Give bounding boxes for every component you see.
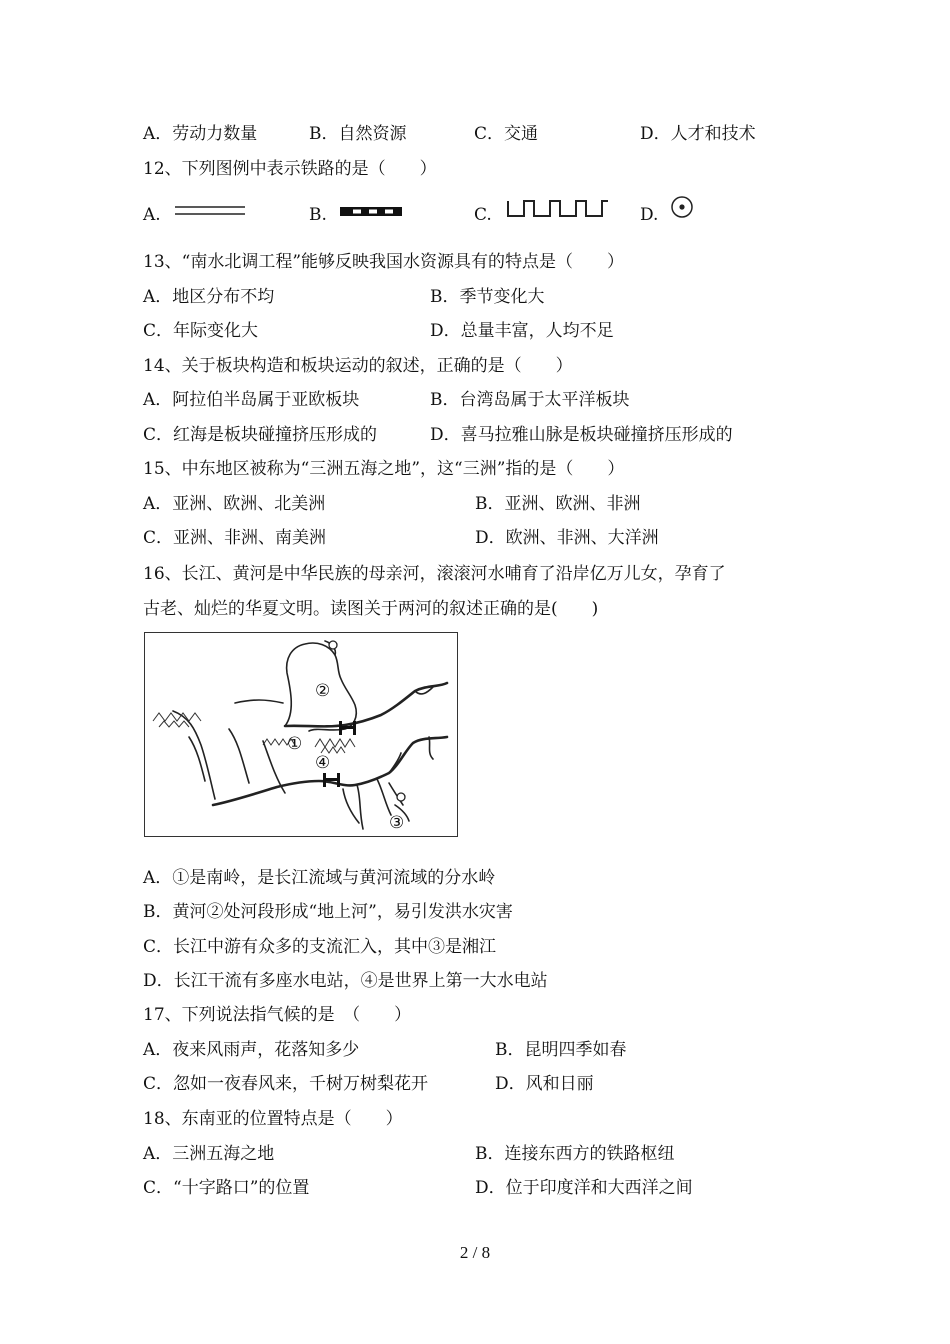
q16-option-c: C．长江中游有众多的支流汇入，其中③是湘江 [143,937,497,957]
q13-option-a: A．地区分布不均 [143,287,275,307]
square-wave-boundary-icon [506,198,610,220]
q16-option-a: A．①是南岭，是长江流域与黄河流域的分水岭 [143,868,496,888]
q14-option-d: D．喜马拉雅山脉是板块碰撞挤压形成的 [430,425,733,445]
q15-option-c: C．亚洲、非洲、南美洲 [143,528,327,548]
q14-option-b: B．台湾岛属于太平洋板块 [430,390,630,410]
q17-option-a: A．夜来风雨声，花落知多少 [143,1040,360,1060]
q15-option-d: D．欧洲、非洲、大洋洲 [475,528,659,548]
q13-option-c: C．年际变化大 [143,321,259,341]
q13-stem: 13、“南水北调工程”能够反映我国水资源具有的特点是（ ） [143,252,625,272]
q18-option-d: D．位于印度洋和大西洋之间 [475,1178,693,1198]
q11-option-d: D．人才和技术 [640,124,756,144]
q15-stem: 15、中东地区被称为“三洲五海之地”，这“三洲”指的是（ ） [143,459,625,479]
q13-option-d: D．总量丰富，人均不足 [430,321,614,341]
q12-label-a: A. [143,205,161,225]
q18-option-c: C．“十字路口”的位置 [143,1178,310,1198]
page-number: 2 / 8 [459,1243,491,1262]
q18-stem: 18、东南亚的位置特点是（ ） [143,1109,403,1129]
double-line-icon [174,203,246,219]
railway-dash-icon [339,205,403,219]
rivers-map [144,632,458,837]
q17-option-d: D．风和日丽 [495,1074,594,1094]
q14-option-c: C．红海是板块碰撞挤压形成的 [143,425,378,445]
q14-option-a: A．阿拉伯半岛属于亚欧板块 [143,390,360,410]
capital-dot-circle-icon [668,194,698,220]
map-label-4: ④ [315,753,331,773]
q11-option-c: C．交通 [474,124,539,144]
q18-option-a: A．三洲五海之地 [143,1144,275,1164]
q16-stem-line1: 16、长江、黄河是中华民族的母亲河，滚滚河水哺育了沿岸亿万儿女，孕育了 [143,564,726,584]
q12-label-d: D. [640,205,659,225]
map-label-2: ② [315,681,331,701]
q12-label-b: B. [309,205,327,225]
q18-option-b: B．连接东西方的铁路枢纽 [475,1144,675,1164]
q11-option-a: A．劳动力数量 [143,124,258,144]
q16-stem-line2: 古老、灿烂的华夏文明。读图关于两河的叙述正确的是( ) [143,599,599,619]
q15-option-b: B．亚洲、欧洲、非洲 [475,494,641,514]
q15-option-a: A．亚洲、欧洲、北美洲 [143,494,326,514]
q13-option-b: B．季节变化大 [430,287,545,307]
q17-option-c: C．忽如一夜春风来，千树万树梨花开 [143,1074,429,1094]
q11-option-b: B．自然资源 [309,124,407,144]
q17-option-b: B．昆明四季如春 [495,1040,627,1060]
map-label-3: ③ [389,813,405,833]
q12-stem: 12、下列图例中表示铁路的是（ ） [143,159,437,179]
q16-option-b: B．黄河②处河段形成“地上河”，易引发洪水灾害 [143,902,513,922]
q14-stem: 14、关于板块构造和板块运动的叙述，正确的是（ ） [143,356,573,376]
map-label-1: ① [287,734,303,754]
q12-label-c: C. [474,205,492,225]
q16-option-d: D．长江干流有多座水电站，④是世界上第一大水电站 [143,971,548,991]
q17-stem: 17、下列说法指气候的是 （ ） [143,1005,412,1025]
